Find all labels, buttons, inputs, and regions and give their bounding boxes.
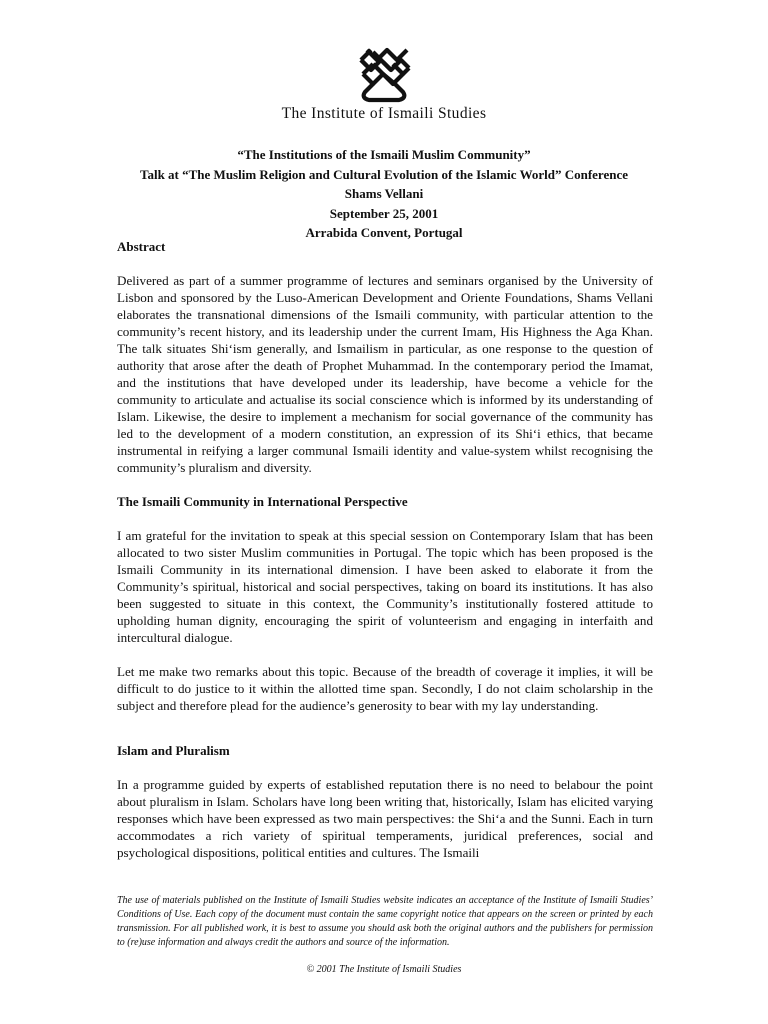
institute-knot-logo-icon — [353, 44, 415, 104]
conditions-of-use-notice: The use of materials published on the Institute of Ismaili Studies website indicates an acceptance of the Institute of Ismaili Studies’ Conditions of Use. Each copy of the document must contain the same copyright notice that appears on the screen or printed by each transmission. For all published work, it is best to assume you should ask both the original authors and the publishers for permission to (re)use information and always credit the authors and source of the information. — [117, 895, 653, 948]
talk-location: Arrabida Convent, Portugal — [305, 225, 463, 240]
document-body — [117, 238, 653, 861]
copyright-line: © 2001 The Institute of Ismaili Studies — [306, 964, 462, 975]
international-heading: The Ismaili Community in International Perspective — [117, 494, 408, 509]
talk-date: September 25, 2001 — [329, 205, 439, 221]
abstract-paragraph: Delivered as part of a summer programme of lectures and seminars organised by the University of Lisbon and sponsored by the Luso-American Development and Oriente Foundations, Shams Vellani elaborates the transnational dimensions of the Ismaili community, with particular attention to the community’s recent history, and its leadership under the current Imam, His Highness the Aga Khan. The talk situates Shi‘ism generally, and Ismailism in particular, as one response to the question of authority that arose after the death of Prophet Muhammad. In the contemporary period the Imamat, and the institutions that have developed under its leadership, have become a vehicle for the community to articulate and actualise its social conscience which is informed by its understanding of Islam. Likewise, the desire to implement a mechanism for social governance of the community has led to the development of a modern constitution, an expression of its Shi‘i ethics, that became instrumental in reifying a larger communal Ismaili identity and value-system whilst recognising the community’s pluralism and diversity. — [117, 273, 653, 475]
institute-name: The Institute of Ismaili Studies — [281, 105, 487, 122]
international-paragraph-1: I am grateful for the invitation to speak at this special session on Contemporary Islam that has been allocated to two sister Muslim communities in Portugal. The topic which has been proposed is the Ismaili Community in its international dimension. I have been asked to elaborate it from the Community’s spiritual, historical and social perspectives, taking on board its institutions. It has also been suggested to situate in this context, the Community’s institutionally fostered attitude to upholding human dignity, encouraging the spirit of volunteerism and engaging in interfaith and intercultural dialogue. — [117, 528, 653, 645]
international-paragraph-2: Let me make two remarks about this topic. Because of the breadth of coverage it implies, it will be difficult to do justice to it within the allotted time span. Secondly, I do not claim scholarship in the subject and therefore plead for the audience’s generosity to bear with my lay understanding. — [117, 664, 653, 713]
talk-title: “The Institutions of the Ismaili Muslim Community” — [237, 147, 531, 162]
author-name: Shams Vellani — [344, 186, 424, 201]
pluralism-heading: Islam and Pluralism — [117, 743, 230, 758]
conference-title: Talk at “The Muslim Religion and Cultural Evolution of the Islamic World” Conference — [139, 166, 629, 182]
talk-title-block — [100, 145, 668, 243]
pluralism-paragraph-1: In a programme guided by experts of established reputation there is no need to belabour the point about pluralism in Islam. Scholars have long been writing that, historically, Islam has elicited varying responses which have been expressed as two main perspectives: the Shi‘a and the Sunni. Each in turn accommodates a rich variety of spiritual temperaments, juridical preferences, social and psychological dispositions, political entities and cultures. The Ismaili — [117, 777, 653, 860]
abstract-heading: Abstract — [117, 239, 166, 254]
